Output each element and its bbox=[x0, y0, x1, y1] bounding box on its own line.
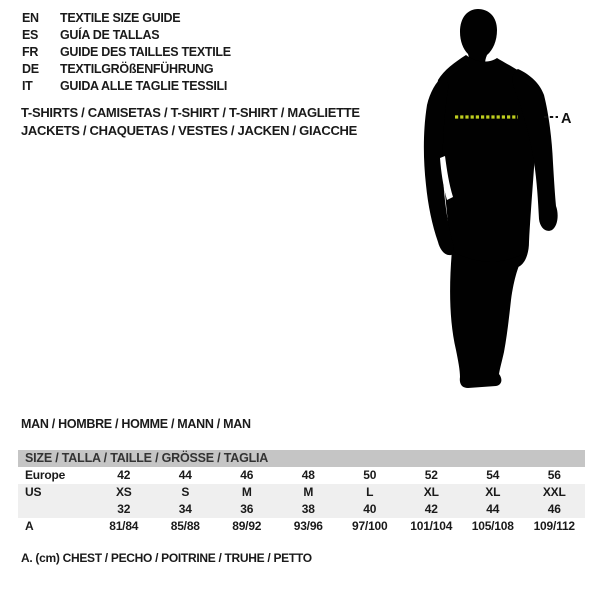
language-label: GUIDE DES TAILLES TEXTILE bbox=[60, 45, 231, 59]
size-cell: 44 bbox=[486, 502, 500, 516]
size-cell: 54 bbox=[486, 468, 500, 482]
table-row-numeric bbox=[18, 501, 585, 518]
size-cell: L bbox=[366, 485, 374, 499]
silhouette-legs bbox=[450, 250, 526, 388]
table-row-chest-a bbox=[18, 518, 585, 535]
size-cell: 32 bbox=[117, 502, 131, 516]
size-cell: 105/108 bbox=[471, 519, 514, 533]
size-cell: 36 bbox=[240, 502, 254, 516]
size-cell: XS bbox=[115, 485, 132, 499]
size-cell: 34 bbox=[178, 502, 192, 516]
size-cell: 81/84 bbox=[109, 519, 139, 533]
size-cell: 46 bbox=[547, 502, 561, 516]
language-code: EN bbox=[22, 11, 39, 25]
row-label: Europe bbox=[25, 468, 66, 482]
size-cell: 40 bbox=[363, 502, 377, 516]
size-table bbox=[18, 450, 585, 535]
size-cell: 101/104 bbox=[410, 519, 453, 533]
size-cell: 50 bbox=[363, 468, 377, 482]
size-cell: 89/92 bbox=[232, 519, 262, 533]
size-cell: 97/100 bbox=[351, 519, 388, 533]
size-cell: 85/88 bbox=[170, 519, 200, 533]
size-cell: XL bbox=[423, 485, 439, 499]
size-cell: 38 bbox=[301, 502, 315, 516]
size-cell: 52 bbox=[424, 468, 438, 482]
section-title-man: MAN / HOMBRE / HOMME / MANN / MAN bbox=[21, 417, 251, 431]
language-code: FR bbox=[22, 45, 39, 59]
row-label: US bbox=[25, 485, 42, 499]
language-label: TEXTILE SIZE GUIDE bbox=[60, 11, 181, 25]
language-code: DE bbox=[22, 62, 39, 76]
size-cell: 56 bbox=[547, 468, 561, 482]
size-cell: 42 bbox=[117, 468, 131, 482]
size-cell: 93/96 bbox=[293, 519, 323, 533]
table-row-europe bbox=[18, 467, 585, 484]
size-cell: 46 bbox=[240, 468, 254, 482]
size-cell: 42 bbox=[424, 502, 438, 516]
size-table-header: SIZE / TALLA / TAILLE / GRÖSSE / TAGLIA bbox=[18, 450, 585, 467]
table-row-us bbox=[18, 484, 585, 501]
size-cell: S bbox=[181, 485, 190, 499]
measurement-letter-a: A bbox=[561, 111, 572, 127]
measurement-footnote: A. (cm) CHEST / PECHO / POITRINE / TRUHE / PETTO bbox=[21, 551, 312, 565]
row-label: A bbox=[25, 519, 34, 533]
size-cell: 44 bbox=[178, 468, 192, 482]
size-cell: M bbox=[303, 485, 314, 499]
size-cell: 48 bbox=[301, 468, 315, 482]
language-code: ES bbox=[22, 28, 39, 42]
language-label: TEXTILGRÖßENFÜHRUNG bbox=[60, 62, 214, 76]
category-line-tshirts: T-SHIRTS / CAMISETAS / T-SHIRT / T-SHIRT / MAGLIETTE bbox=[21, 105, 360, 120]
category-line-jackets: JACKETS / CHAQUETAS / VESTES / JACKEN / GIACCHE bbox=[21, 123, 357, 138]
size-cell: XXL bbox=[542, 485, 566, 499]
size-cell: 109/112 bbox=[533, 519, 575, 533]
language-label: GUÍA DE TALLAS bbox=[60, 28, 160, 42]
row-label bbox=[18, 501, 93, 518]
language-label: GUIDA ALLE TAGLIE TESSILI bbox=[60, 79, 228, 93]
size-cell: XL bbox=[485, 485, 501, 499]
language-code: IT bbox=[22, 79, 33, 93]
size-cell: M bbox=[241, 485, 252, 499]
